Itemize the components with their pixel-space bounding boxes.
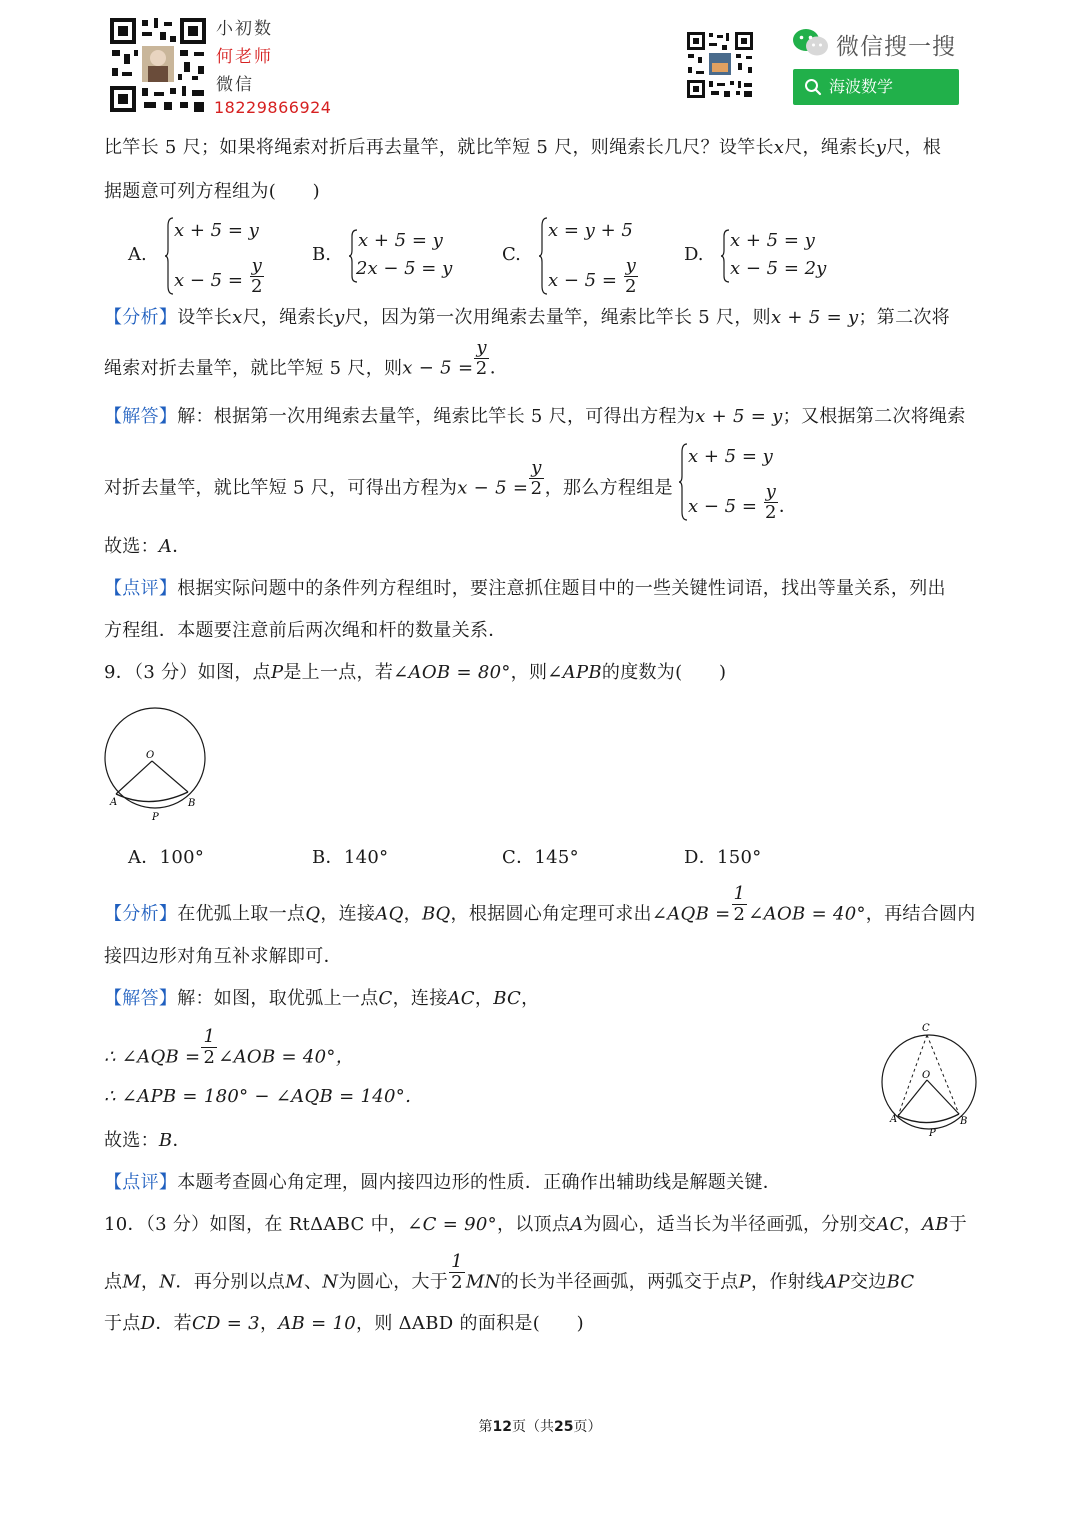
q9-step-1: ∴ ∠AQB = $\frac{1}{2}$ ∠AOB = 40°， xyxy=(104,1026,355,1068)
analysis-tag: 【分析】 xyxy=(104,307,178,328)
q8-choose: 故选：A． xyxy=(104,536,191,557)
q8-comment-line-1: 【点评】根据实际问题中的条件列方程组时，要注意抓住题目中的一些关键性词语，找出等量关系，列出 xyxy=(104,578,946,599)
q9-stem: 9．（3 分）如图，点P是上一点，若∠AOB = 80°，则∠APB的度数为( ) xyxy=(104,662,727,683)
q9-circle-figure xyxy=(100,706,212,826)
wechat-icon xyxy=(792,27,830,59)
label-O: O xyxy=(146,750,155,761)
answer-tag: 【解答】 xyxy=(104,988,178,1009)
q8-stem-line-1: 比竿长 5 尺；如果将绳索对折后再去量竿，就比竿短 5 尺，则绳索长几尺？设竿长x尺，绳索长y尺，根 xyxy=(104,137,942,158)
q9-analysis-line-1: 【分析】在优弧上取一点Q，连接AQ，BQ，根据圆心角定理可求出∠AQB = $\frac{1}{2}$ ∠AOB = 40°，再结合圆内 xyxy=(104,883,976,925)
q9-answer-line-1: 【解答】解：如图，取优弧上一点C，连接AC，BC， xyxy=(104,988,540,1009)
handwritten-line-1: 小初数 xyxy=(216,19,273,39)
left-brace xyxy=(678,442,688,522)
page-total: 25 xyxy=(554,1419,574,1435)
qr-code-left xyxy=(108,16,208,114)
page-number: 12 xyxy=(492,1419,512,1435)
label-P: P xyxy=(152,812,159,823)
q8-answer-line-2: 对折去量竿，就比竿短 5 尺，可得出方程为x − 5 = $\frac{y}{2}$ ，那么方程组是 xyxy=(104,457,673,499)
answer-tag: 【解答】 xyxy=(104,406,178,427)
page-footer: 第12页（共25页） xyxy=(478,1419,602,1435)
q9-option-a[interactable]: A．100° xyxy=(128,847,205,868)
label-P: P xyxy=(929,1128,936,1139)
q8-stem-line-2: 据题意可列方程组为( ) xyxy=(104,181,320,202)
option-label: D. xyxy=(684,244,704,265)
q8-analysis-line-1: 【分析】设竿长x尺，绳索长y尺，因为第一次用绳索去量竿，绳索比竿长 5 尺，则x + 5 = y；第二次将 xyxy=(104,307,950,328)
q9-comment: 【点评】本题考查圆心角定理，圆内接四边形的性质．正确作出辅助线是解题关键． xyxy=(104,1172,782,1193)
wechat-search-button[interactable] xyxy=(793,69,959,105)
left-brace xyxy=(538,216,548,296)
q9-choose: 故选：B． xyxy=(104,1130,191,1151)
wechat-account-name: 海波数学 xyxy=(829,77,894,96)
handwritten-line-3: 微信 xyxy=(216,75,254,95)
q9-option-d[interactable]: D．150° xyxy=(684,847,762,868)
comment-tag: 【点评】 xyxy=(104,1172,178,1193)
q9-option-b[interactable]: B．140° xyxy=(312,847,389,868)
q10-line-2: 点M，N．再分别以点M、N为圆心，大于 $\frac{1}{2}$ MN的长为半径画弧，两弧交于点P，作射线AP交边BC xyxy=(104,1251,915,1293)
label-C: C xyxy=(922,1023,930,1034)
q9-analysis-line-2: 接四边形对角互补求解即可． xyxy=(104,946,342,967)
qr-code-right xyxy=(686,31,754,99)
q10-line-1: 10．（3 分）如图，在 RtΔABC 中，∠C = 90°，以顶点A为圆心，适当长为半径画弧，分别交AC，AB于 xyxy=(104,1214,968,1235)
comment-tag: 【点评】 xyxy=(104,578,178,599)
wechat-search-title: 微信搜一搜 xyxy=(836,34,956,60)
left-brace xyxy=(720,228,730,284)
q8-comment-line-2: 方程组．本题要注意前后两次绳和杆的数量关系． xyxy=(104,620,507,641)
q9-step-2: ∴ ∠APB = 180° − ∠AQB = 140°． xyxy=(104,1086,424,1107)
label-O: O xyxy=(922,1070,931,1081)
left-brace xyxy=(164,216,174,296)
option-label: A. xyxy=(128,244,147,265)
handwritten-phone: 18229866924 xyxy=(214,98,332,117)
handwritten-line-2: 何老师 xyxy=(216,47,273,67)
label-B: B xyxy=(188,798,196,809)
label-A: A xyxy=(890,1114,898,1125)
label-B: B xyxy=(960,1116,968,1127)
label-A: A xyxy=(110,797,118,808)
option-label: C. xyxy=(502,244,521,265)
q8-answer-system: x + 5 = y x − 5 = $\frac{y}{2}$ ． xyxy=(678,442,778,522)
q10-line-3: 于点D．若CD = 3，AB = 10，则 ΔABD 的面积是( ) xyxy=(104,1313,584,1334)
q8-answer-line-1: 【解答】解：根据第一次用绳索去量竿，绳索比竿长 5 尺，可得出方程为x + 5 = y；又根据第二次将绳索 xyxy=(104,406,966,427)
search-icon xyxy=(804,78,822,96)
q8-analysis-line-2: 绳索对折去量竿，就比竿短 5 尺，则x − 5 = $\frac{y}{2}$ ． xyxy=(104,337,509,379)
analysis-tag: 【分析】 xyxy=(104,903,178,925)
q9-solution-figure xyxy=(876,1020,984,1140)
option-label: B. xyxy=(312,244,331,265)
q9-option-c[interactable]: C．145° xyxy=(502,847,579,868)
